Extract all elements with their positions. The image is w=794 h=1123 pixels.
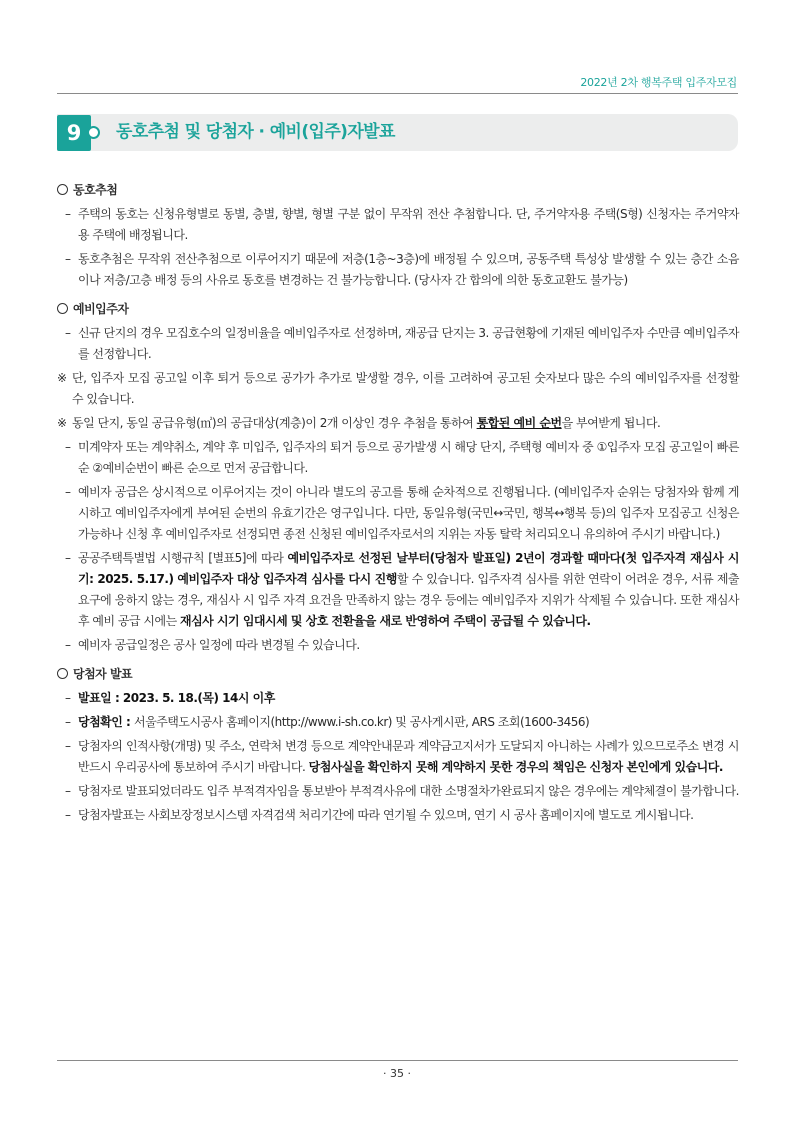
note-text: 단, 입주자 모집 공고일 이후 퇴거 등으로 공가가 추가로 발생할 경우, 이를 고려하여 공고된 숫자보다 많은 수의 예비입주자를 선정할 수 있습니다. xyxy=(72,371,739,406)
item-text: 주택의 동호는 신청유형별로 동별, 층별, 향별, 형별 구분 없이 무작위 전산 추첨합니다. 단, 주거약자용 주택(S형) 신청자는 주거약자용 주택에 배정됩니다. xyxy=(78,207,739,242)
dash-marker: – xyxy=(65,784,71,798)
list-item xyxy=(57,482,739,545)
list-item xyxy=(57,781,739,802)
item-emphasis: 당첨확인 : xyxy=(78,715,135,729)
item-text: 동호추첨은 무작위 전산추첨으로 이루어지기 때문에 저층(1층~3층)에 배정될 수 있으며, 공동주택 특성상 발생할 수 있는 층간 소음이나 저층/고층 배정 등의 사유로 동호를 변경하는 건 불가능합니다. (당사자 간 합의에 의한 동호교환도 불가능) xyxy=(78,252,739,287)
item-emphasis: 재심사 시기 임대시세 및 상호 전환율을 새로 반영하여 주택이 공급될 수 있습니다. xyxy=(180,614,591,628)
heading-text: 예비입주자 xyxy=(73,302,129,316)
footer-rule xyxy=(57,1060,738,1061)
list-item xyxy=(57,204,739,246)
section-dot-icon xyxy=(87,126,100,139)
dash-marker: – xyxy=(65,485,71,499)
item-text: 당첨자발표는 사회보장정보시스템 자격검색 처리기간에 따라 연기될 수 있으며, 연기 시 공사 홈페이지에 별도로 게시됩니다. xyxy=(78,808,694,822)
dash-marker: – xyxy=(65,551,71,565)
item-text: 공공주택특별법 시행규칙 [별표5]에 따라 xyxy=(78,551,288,565)
heading-text: 동호추첨 xyxy=(73,183,118,197)
list-item xyxy=(57,805,739,826)
item-text: 예비자 공급은 상시적으로 이루어지는 것이 아니라 별도의 공고를 통해 순차적으로 진행됩니다. (예비입주자 순위는 당첨자와 함께 게시하고 예비입주자에게 부여된 순번의 유효기간은 영구입니다. 다만, 동일유형(국민↔국민, 행복↔행복 등)의 입주자 모집공고 신청은 가능하나 신청 후 예비입주자로 선정되면 종전 신청된 예비입주자로서의 지위는 자동 탈락 처리되오니 유의하여 주시기 바랍니다.) xyxy=(78,485,739,541)
list-item xyxy=(57,437,739,479)
heading-text: 당첨자 발표 xyxy=(73,667,133,681)
section-title: 동호추첨 및 당첨자 · 예비(입주)자발표 xyxy=(116,122,395,142)
note-marker: ※ xyxy=(57,371,67,385)
subsection-heading-winners xyxy=(57,664,739,685)
note-item xyxy=(57,368,739,410)
dash-marker: – xyxy=(65,207,71,221)
item-text: 예비자 공급일정은 공사 일정에 따라 변경될 수 있습니다. xyxy=(78,638,360,652)
dash-marker: – xyxy=(65,638,71,652)
dash-marker: – xyxy=(65,326,71,340)
dash-marker: – xyxy=(65,252,71,266)
section-body xyxy=(57,180,739,826)
item-emphasis: 예비입주자로 선정된 날부터(당첨자 발표일) 2년이 경과할 때마다(첫 입주자격 재심사 시기: 2025. 5.17.) 예비입주자 대상 입주자격 심사를 다시 진행 xyxy=(78,551,739,586)
item-text: 할 수 있습니다. 입주자격 심사를 위한 연락이 어려운 경우, 서류 제출 요구에 응하지 않는 경우, 재심사 시 입주 자격 요건을 만족하지 않는 경우 등에는 예비입주자 지위가 삭제될 수 있습니다. 또한 재심사 후 예비 공급 시에는 xyxy=(78,572,739,628)
subsection-heading-reserve xyxy=(57,299,739,320)
item-text: 당첨자로 발표되었더라도 입주 부적격자임을 통보받아 부적격사유에 대한 소명절차가완료되지 않은 경우에는 계약체결이 불가합니다. xyxy=(78,784,739,798)
dash-marker: – xyxy=(65,691,71,705)
list-item xyxy=(57,688,739,709)
circle-bullet-icon xyxy=(57,184,68,195)
running-header: 2022년 2차 행복주택 입주자모집 xyxy=(580,76,737,89)
item-text: 신규 단지의 경우 모집호수의 일정비율을 예비입주자로 선정하며, 재공급 단지는 3. 공급현황에 기재된 예비입주자 수만큼 예비입주자를 선정합니다. xyxy=(78,326,739,361)
dash-marker: – xyxy=(65,440,71,454)
dash-marker: – xyxy=(65,715,71,729)
item-emphasis: 당첨사실을 확인하지 못해 계약하지 못한 경우의 책임은 신청자 본인에게 있습니다. xyxy=(308,760,723,774)
note-emphasis: 통합된 예비 순번 xyxy=(476,416,562,430)
announcement-date: 발표일 : 2023. 5. 18.(목) 14시 이후 xyxy=(78,691,275,705)
note-marker: ※ xyxy=(57,416,67,430)
dash-marker: – xyxy=(65,739,71,753)
section-number: 9 xyxy=(57,115,91,151)
subsection-heading-lottery xyxy=(57,180,739,201)
header-rule xyxy=(57,93,738,94)
list-item xyxy=(57,712,739,733)
note-item xyxy=(57,413,739,434)
circle-bullet-icon xyxy=(57,303,68,314)
note-text: 을 부여받게 됩니다. xyxy=(561,416,661,430)
list-item xyxy=(57,548,739,632)
list-item xyxy=(57,323,739,365)
item-text: 서울주택도시공사 홈페이지(http://www.i-sh.co.kr) 및 공사게시판, ARS 조회(1600-3456) xyxy=(134,715,590,729)
dash-marker: – xyxy=(65,808,71,822)
note-text: 동일 단지, 동일 공급유형(㎡)의 공급대상(계층)이 2개 이상인 경우 추첨을 통하여 xyxy=(72,416,477,430)
list-item xyxy=(57,249,739,291)
item-text: 미계약자 또는 계약취소, 계약 후 미입주, 입주자의 퇴거 등으로 공가발생 시 해당 단지, 주택형 예비자 중 ①입주자 모집 공고일이 빠른 순 ②예비순번이 빠른 순으로 먼저 공급합니다. xyxy=(78,440,739,475)
list-item xyxy=(57,736,739,778)
item-text: 당첨자의 인적사항(개명) 및 주소, 연락처 변경 등으로 계약안내문과 계약금고지서가 도달되지 아니하는 사례가 있으므로주소 변경 시 반드시 우리공사에 통보하여 주시기 바랍니다. xyxy=(78,739,739,774)
page-number: · 35 · xyxy=(383,1067,411,1080)
list-item xyxy=(57,635,739,656)
circle-bullet-icon xyxy=(57,668,68,679)
